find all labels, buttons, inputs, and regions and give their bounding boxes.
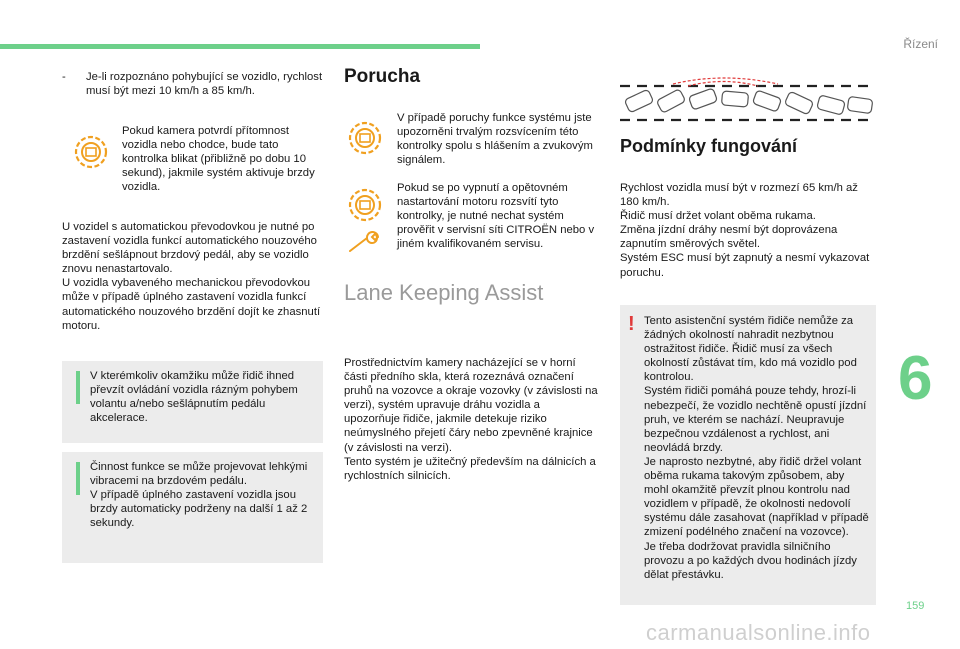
auto-gearbox-text: U vozidel s automatickou převodovkou je nutné po zastavení vozidla funkcí automatického nouzového brzdění sešlápnout brzdový pedál, aby se vozidlo znovu nenastartovalo. U vozidla vybaveného mechanickou převodovkou může v případě úplného zastavení vozidla funkcí automatického nouzového brzdění dojít ke zhasnutí motoru. [62,221,321,332]
lane-keeping-illustration [618,72,876,132]
fault-text-2: Pokud se po vypnutí a opětovném nastartování motoru rozsvítí tyto kontrolky, je nutné nechat systém prověřit v servisní síti CITROËN nebo v jiném kvalifikovaném servisu. [397,182,595,251]
info-box-1-text: V kterémkoliv okamžiku může řidič ihned převzít ovládání vozidla rázným pohybem volantu a/nebo sešlápnutím pedálu akcelerace. [90,370,298,425]
warning-text: Tento asistenční systém řidiče nemůže za žádných okolností nahradit nezbytnou ostražitost řidiče. Řidič musí za všech okolností zůstávat tím, kdo má vozidlo pod kontrolou. Systém řidiči pomáhá pouze tehdy, hrozí-li nebezpečí, že vozidlo nechtěně opustí jízdní pruh, ve kterém se nachází. Neupravuje bezpečnou vzdálenost a rychlost, ani neovládá brzdy. Je naprosto nezbytné, aby řidič držel volant oběma rukama takovým způsobem, aby mohl okamžitě převzít plnou kontrolu nad vozidlem v případě, že okolnosti nedovolí systému dále zasahovat (například v případě zmizení podélného značení na vozovce). Je třeba dodržovat pravidla silničního provozu a po každých dvou hodinách jízdy dělat přestávku. [644,315,869,581]
section-title-conditions: Podmínky fungování [620,136,798,156]
watermark: carmanualsonline.info [646,620,871,645]
section-title-porucha: Porucha [344,66,421,87]
wrench-icon [347,231,383,255]
info-box-2 [62,452,323,563]
chapter-number: 6 [898,344,933,413]
page-number: 159 [906,600,925,612]
dash-list-item [62,70,324,98]
brake-warning-icon [74,135,108,169]
info-icon [76,462,80,495]
info-icon [76,371,80,404]
camera-text: Pokud kamera potvrdí přítomnost vozidla nebo chodce, bude tato kontrolka blikat (přibližně po dobu 10 sekund), jakmile systém aktivuje brzdy vozidla. [122,125,315,194]
conditions-text: Rychlost vozidla musí být v rozmezí 65 km/h až 180 km/h. Řidič musí držet volant oběma rukama. Změna jízdní dráhy nesmí být doprovázena zapnutím směrových světel. Systém ESC musí být zapnutý a nesmí vykazovat poruchu. [620,182,870,279]
info-box-1 [62,361,323,443]
section-title-lka: Lane Keeping Assist [344,280,544,305]
info-box-2-text: Činnost funkce se může projevovat lehkými vibracemi na brzdovém pedálu. V případě úplného zastavení vozidla jsou brzdy automaticky podrženy na další 1 až 2 sekundy. [90,461,308,530]
top-accent-bar [0,44,480,49]
fault-warning-icon-2 [348,188,382,222]
warning-box [620,305,876,605]
fault-text-1: V případě poruchy funkce systému jste upozorněni trvalým rozsvícením této kontrolky spolu s hlášením a zvukovým signálem. [397,112,593,167]
fault-warning-icon [348,121,382,155]
dash-marker: - [62,71,66,83]
warning-exclamation-icon: ! [628,313,635,335]
dash-item-text: Je-li rozpoznáno pohybující se vozidlo, rychlost musí být mezi 10 km/h a 85 km/h. [86,71,323,98]
section-header: Řízení [903,37,938,51]
lka-description: Prostřednictvím kamery nacházející se v horní části předního skla, která rozeznává označení pruhů na vozovce a okraje vozovky (v závislosti na verzi), systém upravuje dráhu vozidla a upozorňuje řidiče, jakmile detekuje riziko neúmyslného přejetí čáry nebo zpevněné krajnice (v závislosti na verzi). Tento systém je užitečný především na dálnicích a rychlostních silnicích. [344,357,598,482]
